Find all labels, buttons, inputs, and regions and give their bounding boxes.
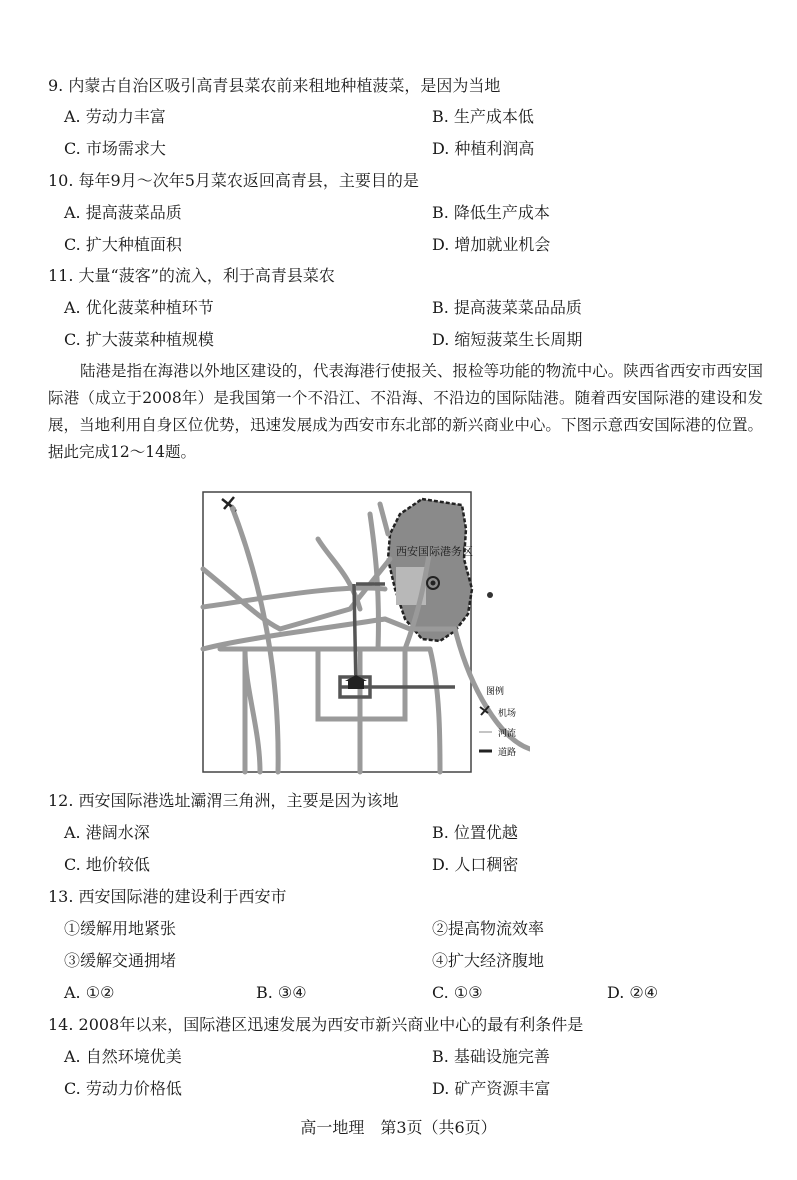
q10-option-d: D. 增加就业机会 <box>432 235 551 254</box>
q9-option-b: B. 生产成本低 <box>432 107 534 126</box>
q11-option-d: D. 缩短菠菜生长周期 <box>432 330 583 349</box>
q12-option-d: D. 人口稠密 <box>432 855 519 874</box>
q13-item-2: ②提高物流效率 <box>432 919 545 938</box>
question-13-stem: 13. 西安国际港的建设利于西安市 <box>48 887 287 906</box>
district-label: 西安国际港务区 <box>396 545 473 558</box>
q10-option-a: A. 提高菠菜品质 <box>64 203 182 222</box>
q13-choice-d: D. ②④ <box>607 983 659 1002</box>
q12-option-c: C. 地价较低 <box>64 855 150 874</box>
q13-choice-c: C. ①③ <box>432 983 483 1002</box>
q12-option-b: B. 位置优越 <box>432 823 518 842</box>
legend-road-label: 道路 <box>498 748 517 758</box>
q11-option-c: C. 扩大菠菜种植规模 <box>64 330 214 349</box>
legend-airport-label: 机场 <box>498 709 517 719</box>
legend-river-label: 河流 <box>498 729 517 739</box>
q11-option-b: B. 提高菠菜菜品品质 <box>432 298 582 317</box>
q13-item-1: ①缓解用地紧张 <box>64 919 177 938</box>
question-10-stem: 10. 每年9月～次年5月菜农返回高青县，主要目的是 <box>48 171 419 190</box>
q9-option-a: A. 劳动力丰富 <box>64 107 166 126</box>
q11-option-a: A. 优化菠菜种植环节 <box>64 298 214 317</box>
q14-option-d: D. 矿产资源丰富 <box>432 1079 551 1098</box>
q14-option-c: C. 劳动力价格低 <box>64 1079 182 1098</box>
question-14-stem: 14. 2008年以来，国际港区迅速发展为西安市新兴商业中心的最有利条件是 <box>48 1015 584 1034</box>
q13-item-3: ③缓解交通拥堵 <box>64 951 177 970</box>
secondary-marker-icon <box>487 592 493 598</box>
q9-option-c: C. 市场需求大 <box>64 139 166 158</box>
reading-passage: 陆港是指在海港以外地区建设的，代表海港行使报关、报检等功能的物流中心。陕西省西安市西安国际港（成立于2008年）是我国第一个不沿江、不沿海、不沿边的国际陆港。随着西安国际港的建设和发展，当地利用自身区位优势，迅速发展成为西安市东北部的新兴商业中心。下图示意西安国际港的位置。据此完成12～14题。 <box>48 362 763 461</box>
q14-option-a: A. 自然环境优美 <box>64 1047 182 1066</box>
q10-option-b: B. 降低生产成本 <box>432 203 550 222</box>
q13-choice-a: A. ①② <box>64 983 115 1002</box>
question-12-stem: 12. 西安国际港选址灞渭三角洲，主要是因为该地 <box>48 791 399 810</box>
legend-title: 图例 <box>486 687 505 697</box>
q10-option-c: C. 扩大种植面积 <box>64 235 182 254</box>
xian-port-location-map <box>200 489 530 777</box>
q9-option-d: D. 种植利润高 <box>432 139 535 158</box>
q14-option-b: B. 基础设施完善 <box>432 1047 550 1066</box>
q12-option-a: A. 港阔水深 <box>64 823 150 842</box>
page-footer: 高一地理 第3页（共6页） <box>300 1118 497 1137</box>
question-9-stem: 9. 内蒙古自治区吸引高青县菜农前来租地种植菠菜，是因为当地 <box>48 76 501 95</box>
q13-choice-b: B. ③④ <box>256 983 307 1002</box>
q13-item-4: ④扩大经济腹地 <box>432 951 545 970</box>
question-11-stem: 11. 大量“菠客”的流入，利于高青县菜农 <box>48 266 335 285</box>
